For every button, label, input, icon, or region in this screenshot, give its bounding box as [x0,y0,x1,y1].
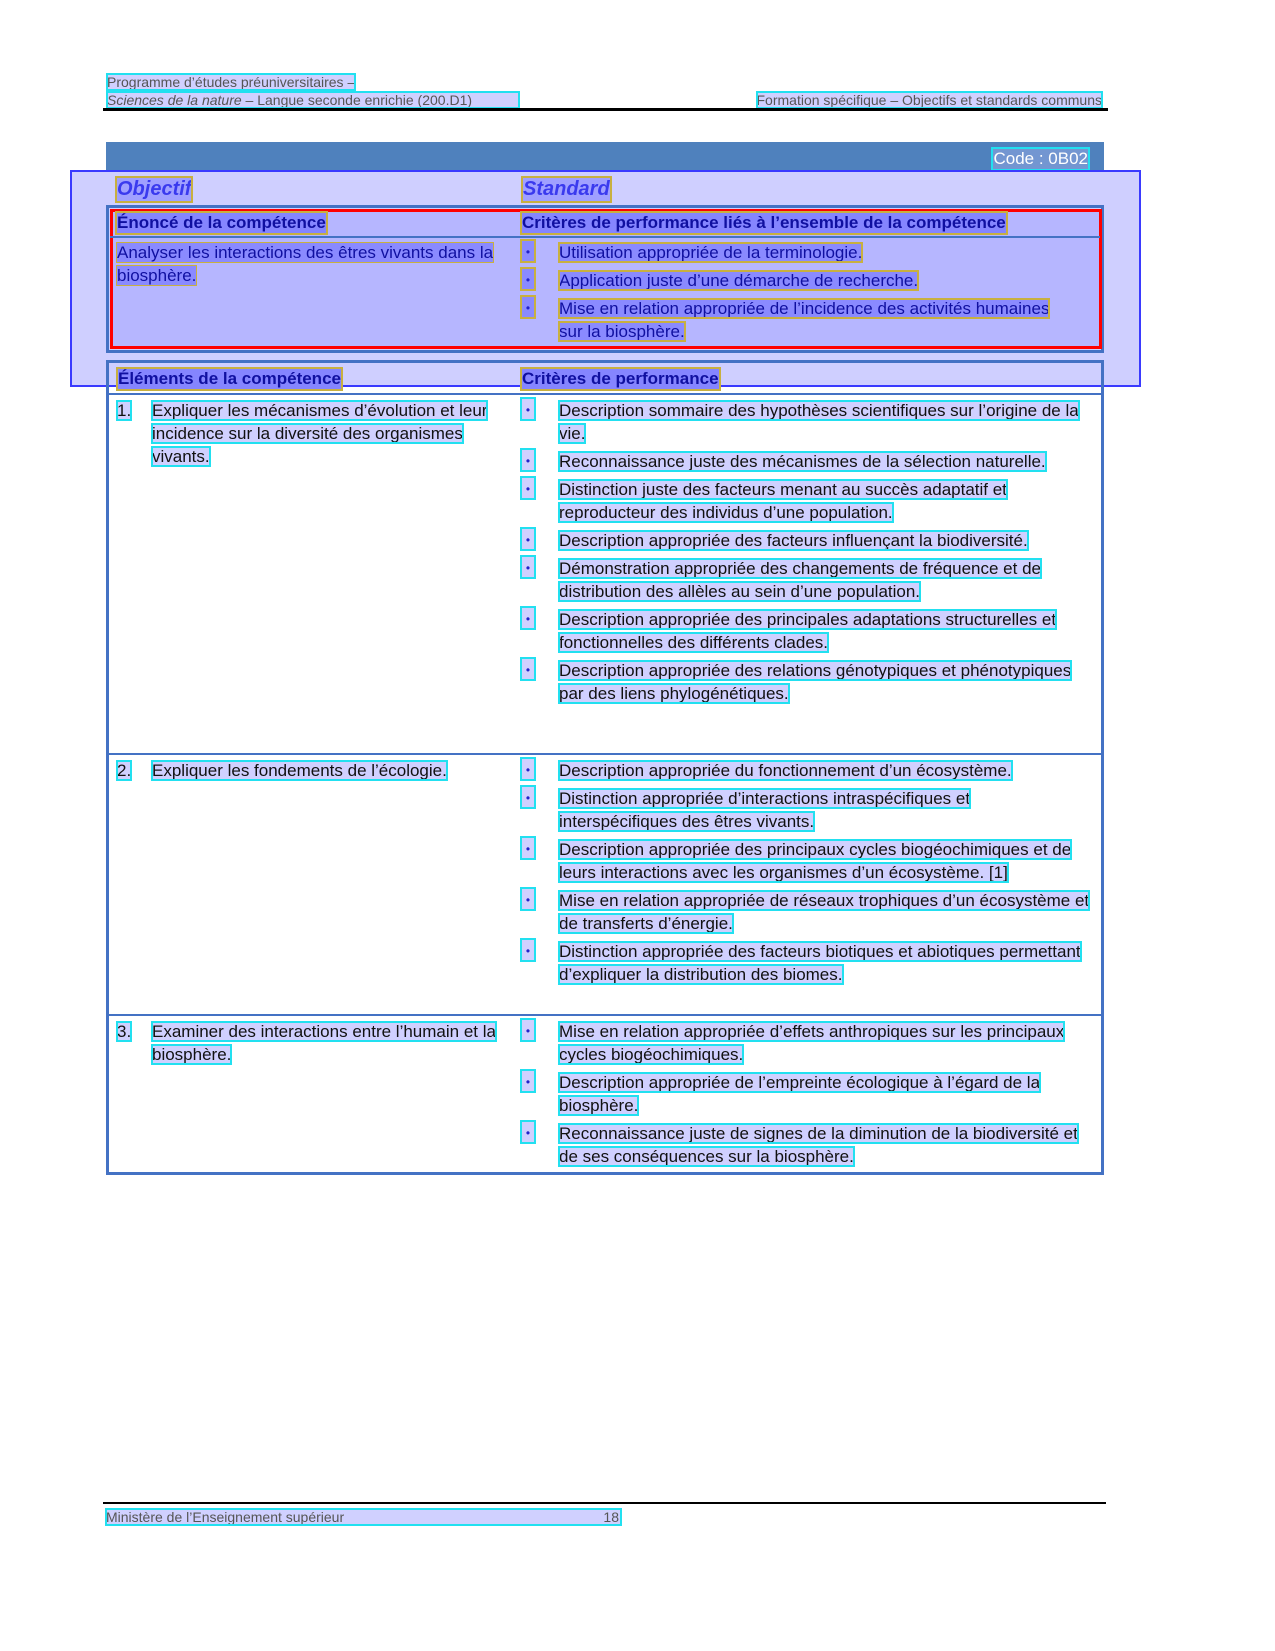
header-rule [103,108,1108,111]
criterion-item [522,297,1062,343]
criterion-text: Utilisation appropriée de la terminologie. [559,243,863,262]
criterion-item [522,241,1062,264]
criterion-text: Description appropriée des principaux cycles biogéochimiques et de leurs interactions avec les organismes d’un écosystème. [1] [559,840,1072,882]
criterion-item [522,608,1092,654]
bullet-icon: • [522,399,534,419]
bullet-icon: • [522,940,534,960]
bullet-icon: • [522,529,534,549]
criterion-item [522,659,1092,705]
element-number: 2. [117,761,132,780]
header-program: Programme d’études préuniversitaires – [107,74,356,90]
element-number: 3. [117,1022,132,1041]
criterion-text: Description appropriée des relations génotypiques et phénotypiques par des liens phylogénétiques. [559,661,1072,703]
criterion-text: Description appropriée du fonctionnement d’un écosystème. [559,761,1012,780]
element-text: Examiner des interactions entre l’humain et la biosphère. [152,1022,496,1064]
code-bar [106,142,1104,170]
criterion-text: Reconnaissance juste des mécanismes de la sélection naturelle. [559,452,1046,471]
element-text: Expliquer les fondements de l’écologie. [152,761,447,780]
footer [106,1509,621,1525]
criteres-ensemble-header: Critères de performance liés à l’ensemble de la compétence [522,213,1006,232]
criteria-list [522,399,1092,710]
criterion-text: Application juste d’une démarche de recherche. [559,271,919,290]
criterion-text: Distinction juste des facteurs menant au succès adaptatif et reproducteur des individus d’une population. [559,480,1007,522]
footer-rule [103,1502,1106,1504]
criterion-item [522,889,1092,935]
criterion-item [522,450,1092,473]
enonce-value: Analyser les interactions des êtres vivants dans la biosphère. [117,243,494,285]
bullet-icon: • [522,1020,534,1040]
criterion-text: Mise en relation appropriée d’effets anthropiques sur les principaux cycles biogéochimiques. [559,1022,1065,1064]
criterion-text: Description appropriée des facteurs influençant la biodiversité. [559,531,1028,550]
criterion-item [522,557,1092,603]
element-row [109,753,1101,1016]
criterion-item [522,1020,1092,1066]
bullet-icon: • [522,450,534,470]
criterion-text: Mise en relation appropriée de réseaux trophiques d’un écosystème et de transferts d’énergie. [559,891,1090,933]
criterion-item [522,940,1092,986]
criterion-text: Distinction appropriée d’interactions intraspécifiques et interspécifiques des êtres vivants. [559,789,971,831]
criterion-item [522,1071,1092,1117]
objectif-label: Objectif [117,178,192,200]
bullet-icon: • [522,759,534,779]
criterion-text: Distinction appropriée des facteurs biotiques et abiotiques permettant d’expliquer la distribution des biomes. [559,942,1081,984]
criteres-header: Critères de performance [522,369,719,388]
criteria-list [522,1020,1092,1173]
bullet-icon: • [522,659,534,679]
element-row [109,393,1101,755]
criterion-item [522,1122,1092,1168]
bullet-icon: • [522,838,534,858]
criterion-text: Mise en relation appropriée de l’incidence des activités humaines sur la biosphère. [559,299,1050,341]
criteres-ensemble-list [522,241,1062,348]
header-section: Formation spécifique – Objectifs et standards communs [756,92,1102,108]
header-rest: – Langue seconde enrichie (200.D1) [241,92,473,108]
criterion-item [522,759,1092,782]
criterion-item [522,838,1092,884]
header-program-subtitle [107,92,519,108]
element-row [109,1014,1101,1176]
standard-label: Standard [523,178,610,200]
elements-header: Éléments de la compétence [118,369,341,388]
bullet-icon: • [522,889,534,909]
criterion-text: Description appropriée de l’empreinte écologique à l’égard de la biosphère. [559,1073,1041,1115]
criterion-text: Démonstration appropriée des changements de fréquence et de distribution des allèles au sein d’une population. [559,559,1041,601]
header-italic: Sciences de la nature [107,92,242,108]
element-number: 1. [117,401,132,420]
criterion-item [522,529,1092,552]
criterion-text: Description sommaire des hypothèses scientifiques sur l’origine de la vie. [559,401,1079,443]
enonce-header: Énoncé de la compétence [117,213,326,232]
elements-table [106,360,1104,1175]
criterion-text: Reconnaissance juste de signes de la diminution de la biodiversité et de ses conséquences sur la biosphère. [559,1124,1078,1166]
bullet-icon: • [522,241,534,261]
bullet-icon: • [522,787,534,807]
enonce-text [117,241,497,287]
divider [110,236,1100,238]
bullet-icon: • [522,269,534,289]
code-label: Code : 0B02 [993,149,1088,168]
bullet-icon: • [522,478,534,498]
bullet-icon: • [522,297,534,317]
criterion-item [522,269,1062,292]
criterion-item [522,478,1092,524]
criterion-item [522,399,1092,445]
bullet-icon: • [522,1071,534,1091]
bullet-icon: • [522,557,534,577]
criterion-text: Description appropriée des principales adaptations structurelles et fonctionnelles des différents clades. [559,610,1057,652]
page-number: 18 [603,1509,619,1525]
criteria-list [522,759,1092,991]
criterion-item [522,787,1092,833]
footer-ministry: Ministère de l’Enseignement supérieur [106,1509,345,1525]
bullet-icon: • [522,608,534,628]
element-text: Expliquer les mécanismes d’évolution et leur incidence sur la diversité des organismes vivants. [152,401,488,466]
bullet-icon: • [522,1122,534,1142]
